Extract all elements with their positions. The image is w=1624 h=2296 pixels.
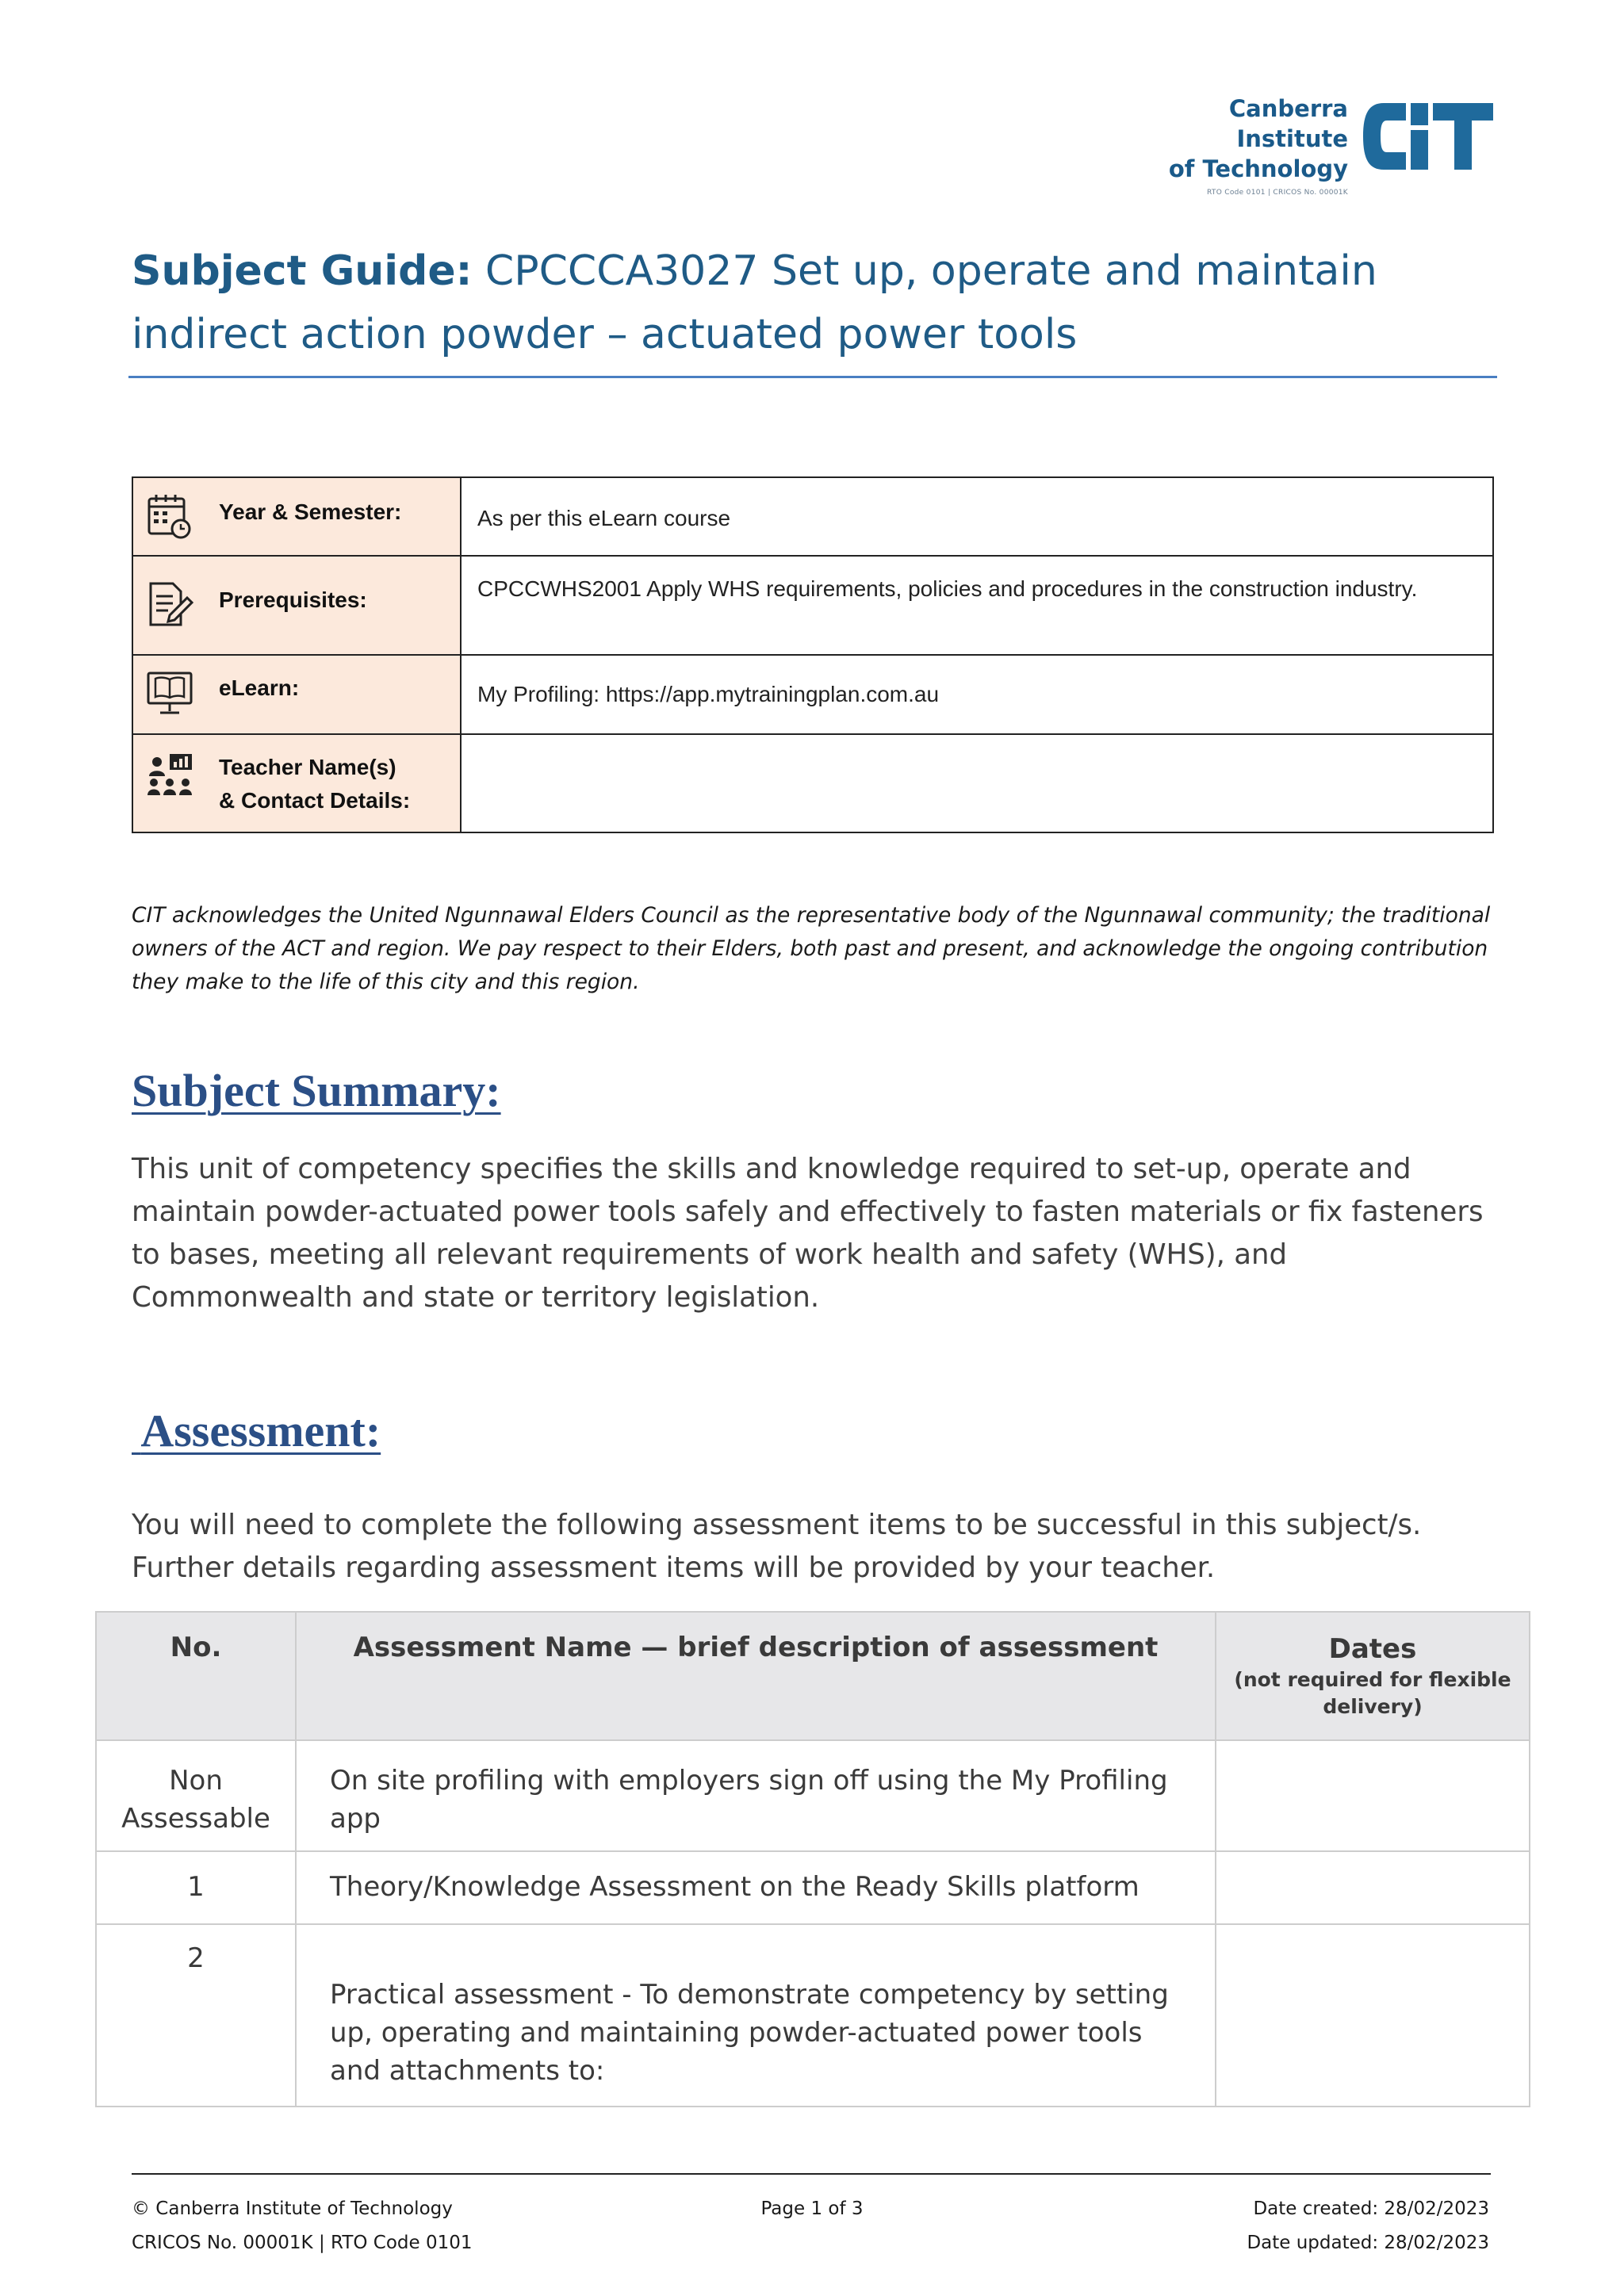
info-value — [461, 734, 1493, 832]
cit-logo-mark-icon — [1360, 97, 1495, 176]
acknowledgement-of-country: CIT acknowledges the United Ngunnawal Elders Council as the representative body of the Ngunnawal community; the traditional owners of the ACT and region. We pay respect to their Elders, both past and present, and acknowledge the ongoing contribution they make to the life of this city and this region. — [132, 903, 1491, 994]
assessment-header-row — [96, 1612, 1530, 1740]
info-label-cell — [132, 477, 461, 556]
logo-name-line2: of Technology — [1168, 155, 1348, 182]
table-row — [96, 1851, 1530, 1924]
header-no: No. — [96, 1612, 296, 1740]
info-row-year — [132, 477, 1493, 556]
subject-summary-text: This unit of competency specifies the skills and knowledge required to set-up, operate and maintain powder-actuated power tools safely and effectively to fasten materials or fix fasteners to bases, meeting all relevant requirements of work health and safety (WHS), and Commonwealth and state or territory legislation. — [132, 1153, 1484, 1314]
info-label-line: & Contact Details: — [219, 788, 411, 813]
footer-date-created: Date created: 28/02/2023 — [1253, 2198, 1489, 2219]
row-no: Non Assessable — [96, 1740, 296, 1851]
subject-summary-heading: Subject Summary: — [132, 1065, 501, 1116]
document-edit-icon — [146, 580, 193, 628]
row-dates — [1216, 1740, 1530, 1851]
subject-info-table — [132, 476, 1494, 833]
header-dates-label: Dates — [1328, 1633, 1417, 1665]
assessment-heading-text: Assessment: — [140, 1405, 381, 1456]
footer-date-updated: Date updated: 28/02/2023 — [1247, 2233, 1489, 2253]
info-label-line: Teacher Name(s) — [219, 755, 396, 779]
logo-text — [1110, 94, 1348, 197]
page-title-subject: CPCCCA3027 Set up, operate and maintain indirect action powder – actuated power tools — [132, 247, 1377, 358]
row-description: On site profiling with employers sign off using the My Profiling app — [296, 1740, 1216, 1851]
table-row — [96, 1924, 1530, 2107]
page-title-label: Subject Guide: — [132, 247, 473, 295]
page-title — [132, 239, 1496, 366]
header-dates-note: (not required for flexible delivery) — [1234, 1668, 1511, 1718]
teacher-class-icon — [146, 752, 193, 800]
info-label: eLearn: — [219, 675, 300, 700]
info-value: As per this eLearn course — [461, 477, 1493, 556]
info-label: Year & Semester: — [219, 499, 402, 524]
logo-name-line1: Canberra Institute — [1228, 95, 1348, 152]
info-label-cell — [132, 734, 461, 832]
assessment-table — [95, 1611, 1530, 2107]
assessment-heading — [132, 1404, 381, 1457]
header-dates — [1216, 1612, 1530, 1740]
row-description: Practical assessment - To demonstrate competency by setting up, operating and maintaining powder-actuated power tools and attachments to: — [296, 1924, 1216, 2107]
info-row-prerequisites — [132, 556, 1493, 655]
row-dates — [1216, 1851, 1530, 1924]
info-value: CPCCWHS2001 Apply WHS requirements, policies and procedures in the construction industry. — [461, 556, 1493, 655]
footer-divider — [132, 2173, 1491, 2175]
info-label — [219, 751, 410, 817]
info-label-cell — [132, 655, 461, 734]
row-no: 2 — [96, 1924, 296, 2107]
row-dates — [1216, 1924, 1530, 2107]
row-no: 1 — [96, 1851, 296, 1924]
footer-codes: CRICOS No. 00001K | RTO Code 0101 — [132, 2233, 473, 2253]
cit-logo — [1110, 94, 1495, 197]
assessment-intro: You will need to complete the following assessment items to be successful in this subject/s. Further details regarding assessment items will be provided by your teacher. — [132, 1509, 1422, 1584]
table-row — [96, 1740, 1530, 1851]
header-assessment-name: Assessment Name — brief description of assessment — [296, 1612, 1216, 1740]
footer-copyright: © Canberra Institute of Technology — [132, 2198, 453, 2219]
info-row-teacher — [132, 734, 1493, 832]
monitor-book-icon — [146, 670, 193, 718]
info-label: Prerequisites: — [219, 587, 367, 612]
row-description: Theory/Knowledge Assessment on the Ready Skills platform — [296, 1851, 1216, 1924]
calendar-icon — [146, 492, 193, 540]
footer-page-number: Page 1 of 3 — [760, 2198, 864, 2219]
logo-codes: RTO Code 0101 | CRICOS No. 00001K — [1207, 189, 1348, 197]
info-label-cell — [132, 556, 461, 655]
info-value: My Profiling: https://app.mytrainingplan.com.au — [461, 655, 1493, 734]
title-divider — [128, 376, 1497, 378]
info-row-elearn — [132, 655, 1493, 734]
